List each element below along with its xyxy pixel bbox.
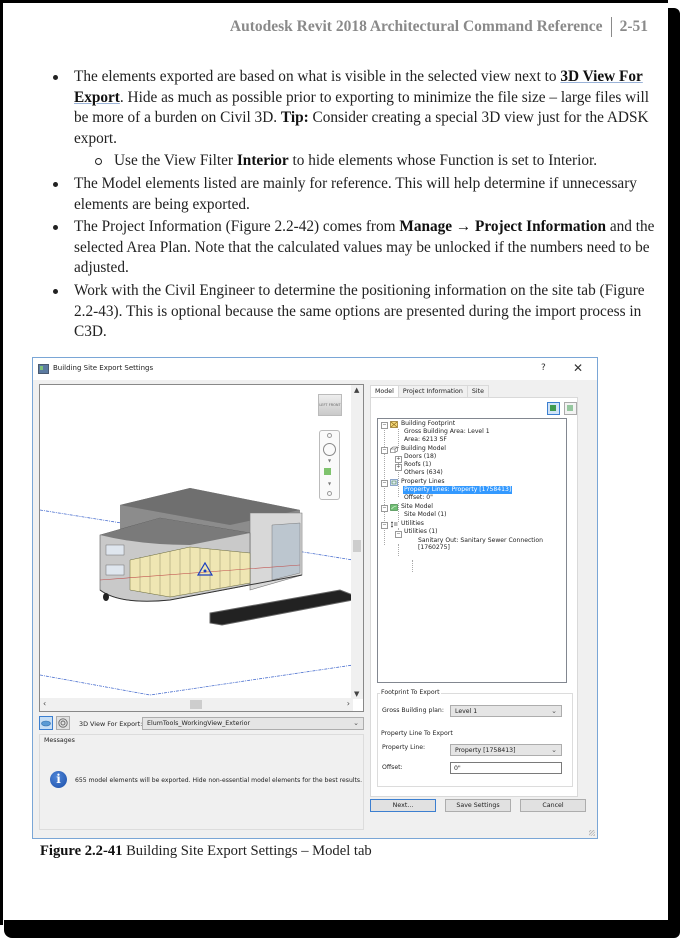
zoom-region-icon[interactable] — [324, 468, 331, 475]
property-group-label: Property Line To Export — [381, 730, 453, 737]
steering-wheel-button[interactable] — [56, 716, 70, 730]
view-for-export-label: 3D View For Export: — [79, 720, 143, 728]
message-text: 655 model elements will be exported. Hide non-essential model elements for the best results. — [75, 777, 363, 784]
view-for-export-select[interactable]: ElumTools_WorkingView_Exterior ⌄ — [142, 717, 364, 730]
property-line-select[interactable]: Property [1758413] ⌄ — [450, 744, 562, 756]
building-3d-model-image — [40, 385, 353, 699]
navbar-close-icon[interactable] — [327, 433, 332, 438]
collapse-toggle[interactable]: − — [382, 447, 387, 453]
collapse-all-icon[interactable] — [564, 402, 577, 415]
collapse-toggle[interactable]: − — [396, 531, 401, 537]
scroll-right-icon[interactable]: › — [346, 699, 350, 708]
chevron-down-icon[interactable]: ▼ — [328, 458, 332, 463]
figure-caption-text: Building Site Export Settings – Model tab — [122, 843, 372, 859]
expand-toggle[interactable]: + — [396, 464, 401, 470]
tree-node-utilities-item[interactable]: Utilities (1) — [404, 528, 438, 535]
gross-building-plan-label: Gross Building plan: — [382, 707, 444, 714]
tree-node-doors[interactable]: Doors (18) — [404, 453, 437, 460]
tab-project-information[interactable]: Project Information — [398, 385, 468, 398]
building-footprint-icon — [390, 421, 398, 428]
page-number: 2-51 — [619, 18, 648, 35]
vertical-scrollbar[interactable] — [351, 385, 363, 699]
scroll-thumb[interactable] — [190, 700, 202, 709]
model-tab-panel — [370, 397, 578, 797]
tab-site[interactable]: Site — [467, 385, 489, 398]
dialog-titlebar — [33, 358, 597, 380]
model-elements-tree[interactable] — [377, 418, 567, 683]
steering-wheel-icon — [57, 717, 69, 729]
term-manage-project-information: Manage → Project Information — [399, 218, 607, 236]
footprint-group-label: Footprint To Export — [381, 689, 440, 696]
header-title: Autodesk Revit 2018 Architectural Command Reference — [229, 18, 603, 35]
expand-toggle[interactable]: + — [396, 456, 401, 462]
page-shadow-right — [668, 8, 680, 938]
tree-node-site-model[interactable]: Site Model — [401, 503, 433, 510]
property-line-to-export-group — [377, 731, 573, 787]
building-site-export-dialog — [32, 357, 598, 839]
term-interior: Interior — [236, 152, 289, 170]
view-3d-button[interactable] — [39, 716, 53, 730]
collapse-toggle[interactable]: − — [382, 480, 387, 486]
scroll-down-icon[interactable]: ▼ — [354, 690, 360, 698]
resize-grip[interactable] — [589, 830, 595, 836]
next-button[interactable]: Next... — [370, 799, 436, 812]
running-header — [230, 17, 648, 37]
tip-label: Tip: — [280, 109, 309, 127]
scroll-thumb[interactable] — [353, 540, 361, 552]
navbar-options-icon[interactable] — [327, 491, 332, 496]
sub-bullet-item: Use the View Filter Interior to hide elements whose Function is set to Interior. — [43, 151, 663, 172]
tree-node-building-footprint[interactable]: Building Footprint — [401, 420, 456, 427]
tab-bar — [370, 385, 488, 397]
chevron-down-icon[interactable]: ▼ — [328, 481, 332, 486]
tree-node-gross-building-area[interactable]: Gross Building Area: Level 1 — [404, 428, 490, 435]
page-shadow-bottom — [4, 920, 680, 938]
site-model-icon — [390, 504, 398, 511]
info-icon: i — [50, 771, 67, 788]
help-button[interactable]: ? — [541, 363, 546, 373]
tree-node-property-lines[interactable]: Property Lines — [401, 478, 445, 485]
tree-connector — [412, 560, 413, 572]
messages-label: Messages — [44, 737, 75, 744]
offset-label: Offset: — [382, 764, 403, 771]
term-3d-view-for-export: 3D View For Export — [74, 68, 643, 106]
collapse-toggle[interactable]: − — [382, 505, 387, 511]
figure-caption — [40, 843, 372, 860]
header-separator — [611, 17, 612, 37]
app-icon — [38, 364, 49, 374]
navigation-bar[interactable] — [319, 430, 340, 500]
tree-node-sanitary-out[interactable]: Sanitary Out: Sanitary Sewer Connection — [418, 537, 543, 544]
tree-node-roofs[interactable]: Roofs (1) — [404, 461, 432, 468]
close-button[interactable]: ✕ — [573, 361, 584, 375]
messages-group — [39, 734, 364, 830]
chevron-down-icon: ⌄ — [551, 746, 557, 754]
body-text — [43, 67, 663, 345]
tree-node-sanitary-out-id: [1760275] — [418, 544, 450, 551]
expand-all-icon[interactable] — [547, 402, 560, 415]
gross-building-plan-select[interactable]: Level 1 ⌄ — [450, 705, 562, 717]
tab-model[interactable]: Model — [370, 385, 399, 399]
bullet-item: The Project Information (Figure 2.2-42) comes from Manage → Project Information and the selected Area Plan. Note that the calculated values may be unlocked if the numbers need to be adjusted. — [43, 217, 663, 279]
tree-node-others[interactable]: Others (634) — [404, 469, 443, 476]
tree-node-utilities[interactable]: Utilities — [401, 520, 424, 527]
save-settings-button[interactable]: Save Settings — [445, 799, 511, 812]
steering-wheel-icon[interactable] — [323, 443, 336, 456]
tree-connector — [398, 544, 399, 556]
property-line-label: Property Line: — [382, 744, 426, 751]
tree-node-site-model-item[interactable]: Site Model (1) — [404, 511, 447, 518]
tree-node-building-model[interactable]: Building Model — [401, 445, 446, 452]
cancel-button[interactable]: Cancel — [520, 799, 586, 812]
bullet-item: The elements exported are based on what is visible in the selected view next to 3D View For Export. Hide as much as possible prior to exporting to minimize the file size – large files will be more of a burden on Civil 3D. Tip: Consider creating a special 3D view just for the ADSK export. — [43, 67, 663, 149]
scroll-left-icon[interactable]: ‹ — [43, 699, 47, 708]
chevron-down-icon: ⌄ — [353, 719, 359, 727]
collapse-toggle[interactable]: − — [382, 522, 387, 528]
viewcube[interactable]: LEFT FRONT — [318, 394, 342, 416]
tree-node-property-line-selected[interactable]: Property Lines: Property [1758413] — [404, 486, 512, 493]
3d-preview-viewport[interactable] — [39, 384, 364, 712]
collapse-toggle[interactable]: − — [382, 422, 387, 428]
3d-box-icon — [40, 717, 52, 729]
footprint-to-export-group — [377, 689, 573, 731]
figure-number: Figure 2.2-41 — [40, 843, 123, 859]
scroll-up-icon[interactable]: ▲ — [354, 386, 360, 394]
tree-node-offset[interactable]: Offset: 0" — [404, 494, 433, 501]
dialog-title: Building Site Export Settings — [53, 364, 154, 372]
offset-input[interactable]: 0" — [450, 762, 562, 774]
horizontal-scrollbar[interactable] — [40, 698, 353, 711]
view-for-export-row — [39, 716, 364, 732]
chevron-down-icon: ⌄ — [551, 707, 557, 715]
bullet-item: The Model elements listed are mainly for reference. This will help determine if unnecessary elements are being exported. — [43, 174, 663, 215]
tree-connector — [398, 503, 399, 522]
bullet-item: Work with the Civil Engineer to determine the positioning information on the site tab (Figure 2.2-43). This is optional because the same options are presented during the import process in C3D. — [43, 281, 663, 343]
property-lines-icon — [390, 479, 398, 486]
tree-node-area[interactable]: Area: 6213 SF — [404, 436, 447, 443]
building-model-icon — [390, 446, 398, 453]
tree-connector — [398, 429, 399, 448]
utilities-icon — [390, 521, 398, 528]
